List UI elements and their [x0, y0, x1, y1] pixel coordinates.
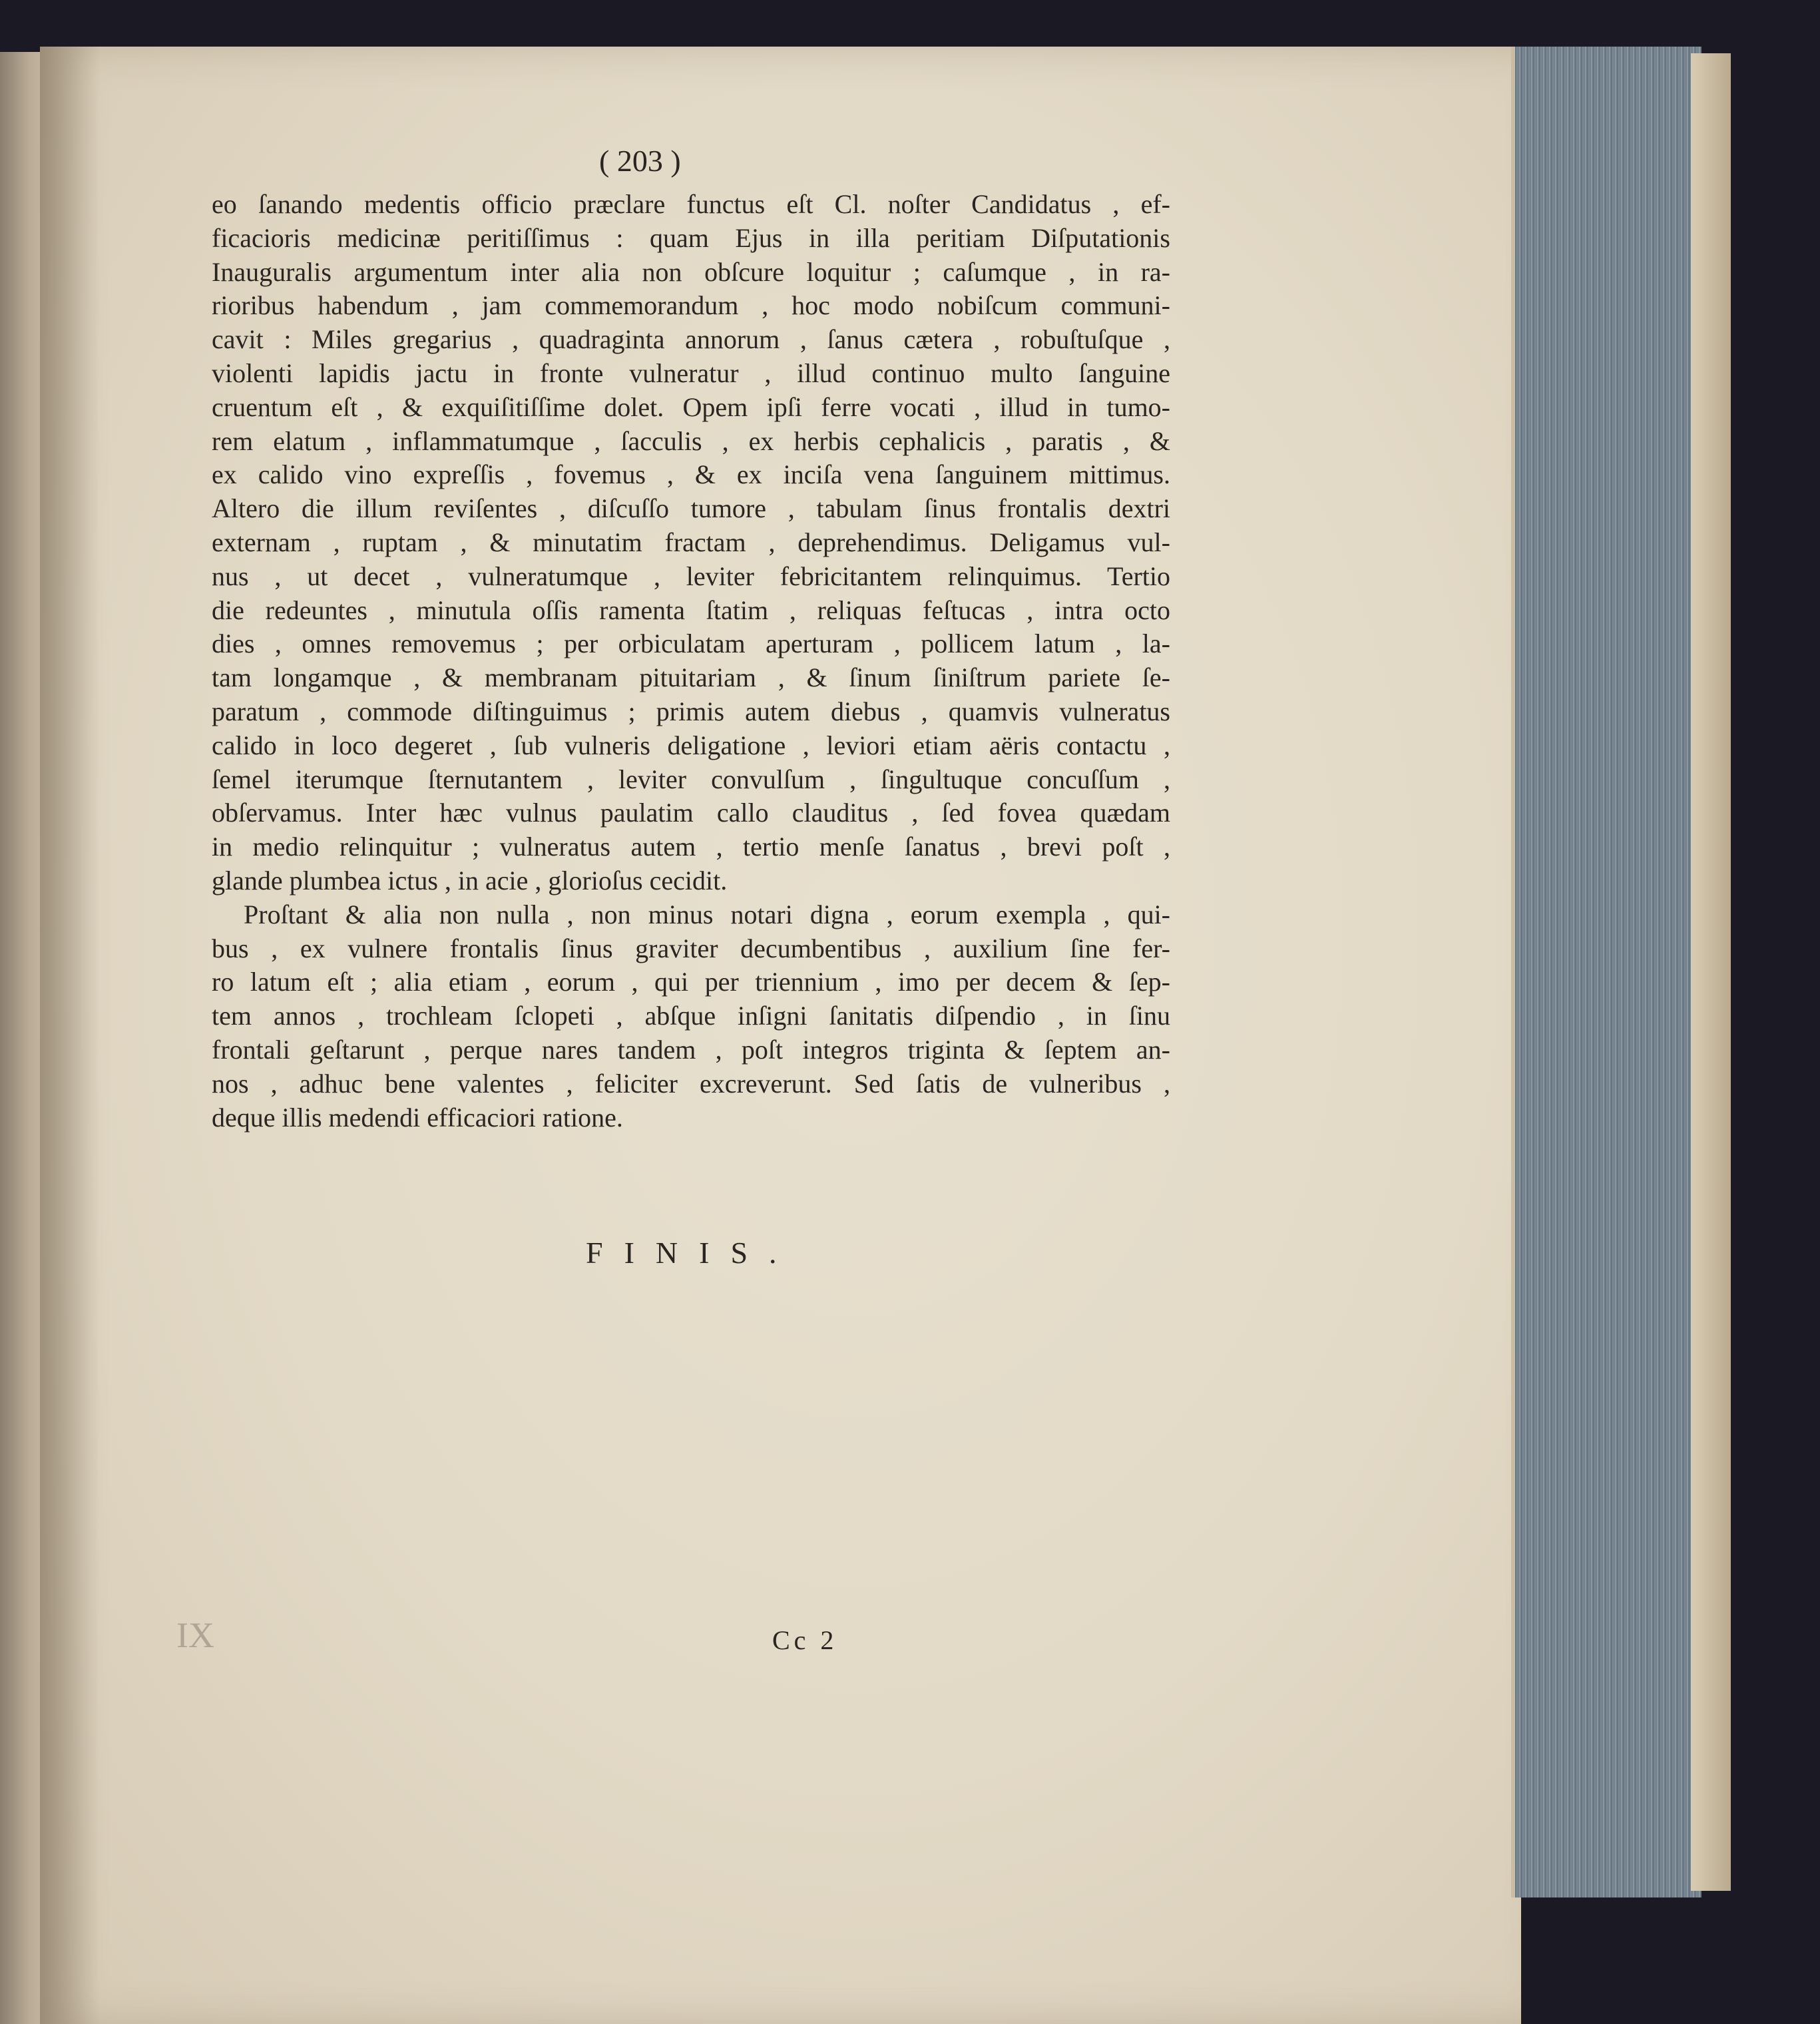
text-line: rem elatum , inflammatumque , ſacculis , ex herbis cephalicis , paratis , & — [212, 425, 1170, 456]
text-line: calido in loco degeret , ſub vulneris deligatione , leviori etiam aëris contactu , — [212, 730, 1170, 760]
text-line: frontali geſtarunt , perque nares tandem , poſt integros triginta & ſeptem an- — [212, 1034, 1170, 1065]
fore-edge — [1511, 47, 1702, 1898]
text-line: ſemel iterumque ſternutantem , leviter convulſum , ſingultuque concuſſum , — [212, 764, 1170, 794]
text-line: ro latum eſt ; alia etiam , eorum , qui per triennium , imo per decem & ſep- — [212, 967, 1170, 997]
text-line: tem annos , trochleam ſclopeti , abſque inſigni ſanitatis diſpendio , in ſinu — [212, 1001, 1170, 1031]
gutter-shadow — [40, 47, 100, 2024]
text-line: cruentum eſt , & exquiſitiſſime dolet. Opem ipſi ferre vocati , illud in tumo- — [212, 391, 1170, 422]
margin-mark: IX — [176, 1615, 214, 1655]
text-line: glande plumbea ictus , in acie , glorioſus cecidit. — [212, 865, 728, 895]
text-line: die redeuntes , minutula oſſis ramenta ſtatim , reliquas feſtucas , intra octo — [212, 595, 1170, 625]
text-line: bus , ex vulnere frontalis ſinus graviter decumbentibus , auxilium ſine fer- — [212, 933, 1170, 963]
text-line: rioribus habendum , jam commemorandum , hoc modo nobiſcum communi- — [212, 290, 1170, 321]
page-number: ( 203 ) — [599, 144, 681, 178]
text-line: nos , adhuc bene valentes , feliciter excreverunt. Sed ſatis de vulneribus , — [212, 1068, 1170, 1099]
text-line: Inauguralis argumentum inter alia non obſcure loquitur ; caſumque , in ra- — [212, 256, 1170, 287]
text-line: eo ſanando medentis officio præclare functus eſt Cl. noſter Candidatus , ef- — [212, 189, 1170, 219]
text-line: cavit : Miles gregarius , quadraginta annorum , ſanus cætera , robuſtuſque , — [212, 324, 1170, 355]
text-line: externam , ruptam , & minutatim fractam , deprehendimus. Deligamus vul- — [212, 527, 1170, 557]
text-line: dies , omnes removemus ; per orbiculatam aperturam , pollicem latum , la- — [212, 629, 1170, 659]
text-line: paratum , commode diſtinguimus ; primis autem diebus , quamvis vulneratus — [212, 696, 1170, 726]
body-text — [212, 188, 1170, 1135]
cover-edge — [1691, 53, 1731, 1891]
text-line: nus , ut decet , vulneratumque , leviter febricitantem relinquimus. Tertio — [212, 561, 1170, 591]
text-line: deque illis medendi efficaciori ratione. — [212, 1102, 623, 1133]
text-line: in medio relinquitur ; vulneratus autem , tertio menſe ſanatus , brevi poſt , — [212, 832, 1170, 862]
text-line: ex calido vino expreſſis , fovemus , & ex inciſa vena ſanguinem mittimus. — [212, 459, 1170, 490]
text-line: obſervamus. Inter hæc vulnus paulatim callo clauditus , ſed fovea quædam — [212, 798, 1170, 828]
text-line: Altero die illum reviſentes , diſcuſſo tumore , tabulam ſinus frontalis dextri — [212, 493, 1170, 524]
text-line: ficacioris medicinæ peritiſſimus : quam Ejus in illa peritiam Diſputationis — [212, 222, 1170, 253]
signature-mark: Cc 2 — [772, 1625, 838, 1655]
finis-heading: FINIS. — [586, 1236, 798, 1270]
text-line: Proſtant & alia non nulla , non minus notari digna , eorum exempla , qui- — [244, 899, 1170, 929]
text-line: tam longamque , & membranam pituitariam , & ſinum ſiniſtrum pariete ſe- — [212, 662, 1170, 693]
text-line: violenti lapidis jactu in fronte vulneratur , illud continuo multo ſanguine — [212, 358, 1170, 388]
